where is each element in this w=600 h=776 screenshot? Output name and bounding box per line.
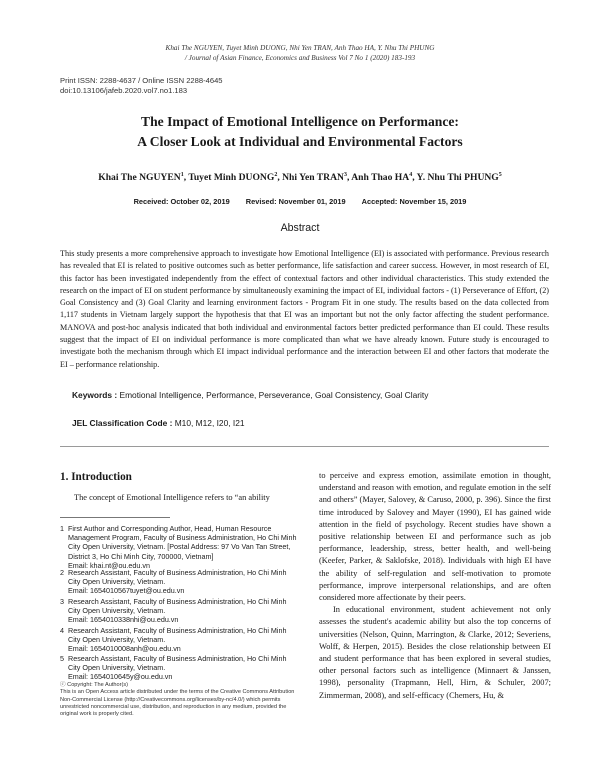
running-header-authors: Khai The NGUYEN, Tuyet Minh DUONG, Nhi Yen TRAN, Anh Thao HA, Y. Nhu Thi PHUNG <box>165 44 435 52</box>
running-header <box>0 44 600 63</box>
footnote <box>60 524 300 570</box>
footnote <box>60 597 300 625</box>
abstract-text: This study presents a more comprehensive approach to investigate how Emotional Intelligence (EI) is associated with performance. Previous research has revealed that EI is related to positive outcomes such as better performance, life satisfaction and career success. However, in most research of EI, this factor has been investigated independently from the effect of contextual factors and other individual characteristics. This study extended the research on the impact of EI on student performance by simultaneously examining the impact of EI, individual factors - (1) Perseverance of Effort, (2) Goal Consistency and (3) Goal Clarity and learning environment factors - Program Fit in one study. The results based on the data collected from 1,117 students in Vietnam largely support the hypothesis that that EI was an important but not the only factor affecting the student performance. MANOVA and post-hoc analysis indicated that both individual and environmental factors better predicted performance than EI could. These results suggest that the impact of EI on individual performance is more complicated than what we have already known. Future study is encouraged to investigate both the mechanism through which EI impact individual performance and the interaction between EI and other factors that moderate the EI – performance relationship. <box>60 249 549 369</box>
footnote-email: Email: 1654010567tuyet@ou.edu.vn <box>68 586 185 596</box>
footnote-number: 5 <box>60 654 64 663</box>
footnote <box>60 626 300 654</box>
received-date: Received: October 02, 2019 <box>133 197 230 206</box>
keywords-label: Keywords : <box>72 390 118 400</box>
author-name: Anh Thao HA <box>351 172 410 183</box>
abstract-heading: Abstract <box>280 222 320 234</box>
footnote-email: Email: khai.nt@ou.edu.vn <box>68 560 151 570</box>
footnote-email: Email: 1654010008anh@ou.edu.vn <box>68 644 181 654</box>
footnote-text: First Author and Corresponding Author, Head, Human Resource Management Program, Faculty of Business Administration, Ho Chi Minh City Open University, Vietnam. [Postal Address: 97 Vo Van Tan Street, District 3, Ho Chi Minh City, 700000, Vietnam] <box>68 524 297 561</box>
issn-block <box>60 76 223 96</box>
footnote-email: Email: 1654010338nhi@ou.edu.vn <box>68 615 179 625</box>
footnote-text: Research Assistant, Faculty of Business Administration, Ho Chi Minh City Open University, Vietnam. <box>68 626 287 645</box>
author-name: Tuyet Minh DUONG <box>188 172 275 183</box>
dates-line <box>0 197 600 206</box>
title-line-1: The Impact of Emotional Intelligence on Performance: <box>141 114 459 129</box>
author-name: Y. Nhu Thi PHUNG <box>416 172 499 183</box>
title-line-2: A Closer Look at Individual and Environmental Factors <box>137 134 463 149</box>
revised-date: Revised: November 01, 2019 <box>245 197 346 206</box>
intro-paragraph-1: to perceive and express emotion, assimilate emotion in thought, understand and reason with emotion, and regulate emotion in the self and others” (Mayer, Salovey, & Caruso, 2000, p. 396). Since the first time introduced by Salovey and Mayer (1990), EI has gained wide attention in the field of psychology. Recent studies have shown a positive relationship between EI and performance such as job performance, leadership, stress, better health, and well-being (Keefer, Parker, & Saklofske, 2018). Individuals with high EI have the ability of self-regulation and self-motivation to promote performance, improve interpersonal relationships, and are often considered more affectionate by their peers. <box>319 471 551 603</box>
author-affiliation-mark: 3 <box>343 171 347 178</box>
footnote-rule <box>60 517 170 518</box>
intro-paragraph-2: In educational environment, student achievement not only assesses the student's academic ability but also the top concerns of universities (Nelson, Quinn, Marrington, & Clarke, 2012; Severiens, Wolff, & Herpen, 2015). Besides the close relationship between EI and student performance that has been explored in several studies, other personal factors such as intelligence (Minnaert & Janssen, 1998), personality (Trapmann, Hell, Hirn, & Schuler, 2007; Zimmerman, 2008), and self-efficacy (Chemers, Hu, & <box>319 605 551 700</box>
footnote-number: 3 <box>60 597 64 606</box>
running-header-journal: / Journal of Asian Finance, Economics and Business Vol 7 No 1 (2020) 183-193 <box>184 53 416 62</box>
footnote <box>60 568 300 596</box>
jel-text: M10, M12, I20, I21 <box>172 418 245 428</box>
author-name: Nhi Yen TRAN <box>282 172 344 183</box>
footnote-text: Research Assistant, Faculty of Business Administration, Ho Chi Minh City Open University, Vietnam. <box>68 654 287 673</box>
footnote-text: Research Assistant, Faculty of Business Administration, Ho Chi Minh City Open University, Vietnam. <box>68 568 287 587</box>
keywords <box>72 390 428 400</box>
copyright-notice <box>60 682 300 718</box>
jel-label: JEL Classification Code : <box>72 418 173 428</box>
copyright-line: ⓒ Copyright: The Author(s) <box>60 682 128 688</box>
intro-right-column <box>319 470 551 702</box>
author-name: Khai The NGUYEN <box>98 172 181 183</box>
author-list: Khai The NGUYEN$^1$, Tuyet Minh DUONG$^2$, Nhi Yen TRAN$^3$, Anh Thao $HA^4$, Y. Nhu Thi PHUNG$^5$ <box>98 171 502 183</box>
author-affiliation-mark: 4 <box>409 171 413 178</box>
keywords-text: Emotional Intelligence, Performance, Perseverance, Goal Consistency, Goal Clarity <box>117 390 429 400</box>
footnote-number: 4 <box>60 626 64 635</box>
footnote-text: Research Assistant, Faculty of Business Administration, Ho Chi Minh City Open University, Vietnam. <box>68 597 287 616</box>
footnote-number: 2 <box>60 568 64 577</box>
license-text: This is an Open Access article distributed under the terms of the Creative Commons Attribution Non-Commercial License (http://Creativecommons.org/licenses/by-nc/4.0/) which permits unrestricted noncommercial use, distribution, and reproduction in any medium, provided the original work is properly cited. <box>60 689 295 718</box>
paper-title <box>0 112 600 152</box>
footnote-email: Email: 1654010645y@ou.edu.vn <box>68 672 173 682</box>
section-divider <box>60 446 549 447</box>
intro-left-text: The concept of Emotional Intelligence refers to “an ability <box>74 493 270 502</box>
footnote-number: 1 <box>60 524 64 533</box>
section-heading-introduction: 1. Introduction <box>60 471 132 483</box>
issn-line: Print ISSN: 2288-4637 / Online ISSN 2288-4645 <box>60 76 223 85</box>
footnote <box>60 654 300 682</box>
doi-line: doi:10.13106/jafeb.2020.vol7.no1.183 <box>60 86 188 95</box>
accepted-date: Accepted: November 15, 2019 <box>361 197 467 206</box>
jel-codes <box>72 418 245 428</box>
author-affiliation-mark: 5 <box>498 171 502 178</box>
author-affiliation-mark: 1 <box>180 171 184 178</box>
author-affiliation-mark: 2 <box>274 171 278 178</box>
